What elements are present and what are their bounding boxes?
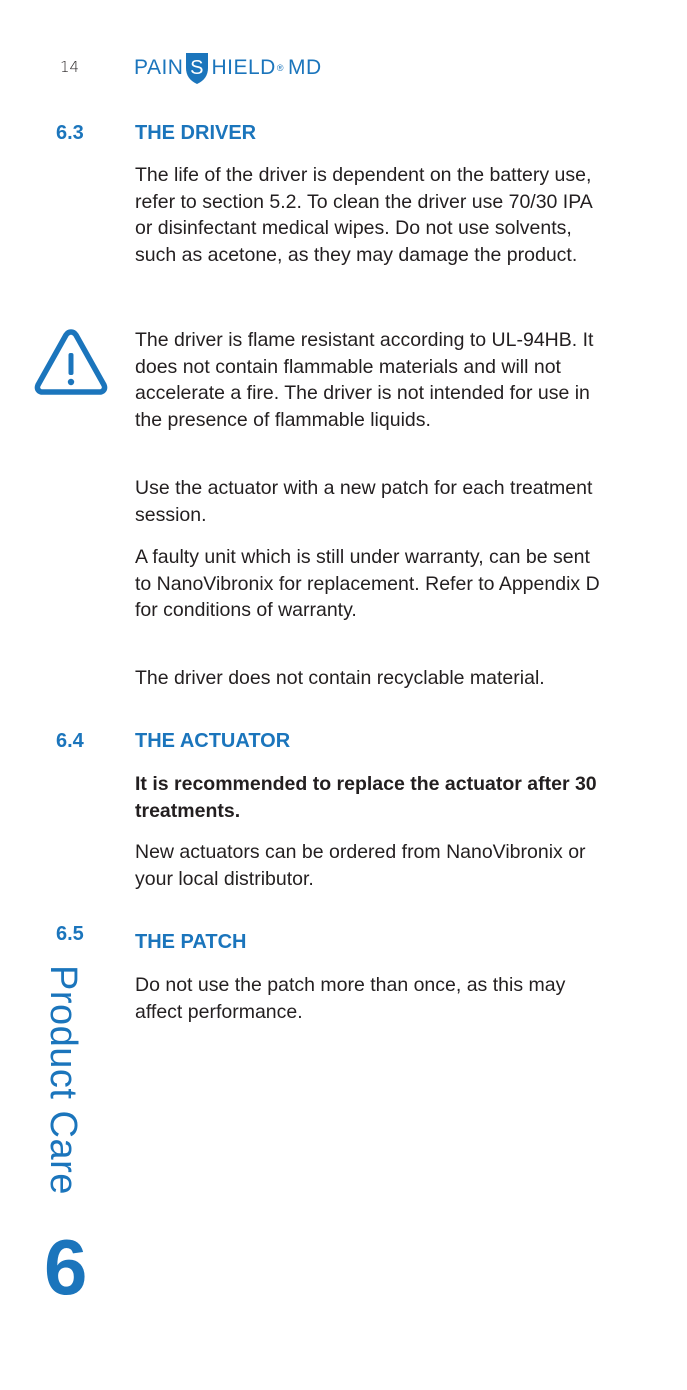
actuator-paragraph-replace: It is recommended to replace the actuator after 30 treatments.: [135, 773, 597, 822]
actuator-paragraph-order: New actuators can be ordered from NanoVibronix or your local distributor.: [135, 841, 586, 890]
brand-logo: [134, 48, 322, 88]
page-number: 14: [60, 58, 80, 76]
logo-text-hield: HIELD: [211, 56, 276, 79]
driver-paragraph-patch: Use the actuator with a new patch for each treatment session.: [135, 477, 593, 526]
section-title-patch: THE PATCH: [135, 931, 247, 953]
logo-shield-letter: S: [190, 57, 205, 79]
driver-paragraph-warranty: A faulty unit which is still under warranty, can be sent to NanoVibronix for replacement. Refer to Appendix D for conditions of warranty.: [135, 546, 600, 621]
logo-registered-mark: ®: [276, 63, 284, 73]
patch-paragraph: Do not use the patch more than once, as this may affect performance.: [135, 974, 566, 1023]
chapter-title-text: Product Care: [42, 965, 84, 1195]
section-number-6-4: 6.4: [56, 730, 84, 752]
driver-paragraph-recycle: The driver does not contain recyclable material.: [135, 667, 545, 689]
section-title-driver: THE DRIVER: [135, 122, 257, 144]
chapter-number: 6: [44, 1223, 88, 1311]
logo-text-md: MD: [287, 56, 322, 79]
logo-text-pain: PAIN: [134, 56, 184, 79]
chapter-side-title: [40, 965, 90, 1195]
section-number-6-3: 6.3: [56, 122, 84, 144]
section-title-actuator: THE ACTUATOR: [135, 730, 291, 752]
driver-paragraph-battery: The life of the driver is dependent on the battery use, refer to section 5.2. To clean the driver use 70/30 IPA or disinfectant medical wipes. Do not use solvents, such as acetone, as they may damage the product.: [135, 164, 592, 266]
shield-icon: [184, 50, 210, 86]
section-number-6-5: 6.5: [56, 923, 84, 945]
warning-triangle-icon: [33, 326, 109, 398]
driver-paragraph-flame: The driver is flame resistant according to UL-94HB. It does not contain flammable materials and will not accelerate a fire. The driver is not intended for use in the presence of flammable liquids.: [135, 329, 594, 431]
